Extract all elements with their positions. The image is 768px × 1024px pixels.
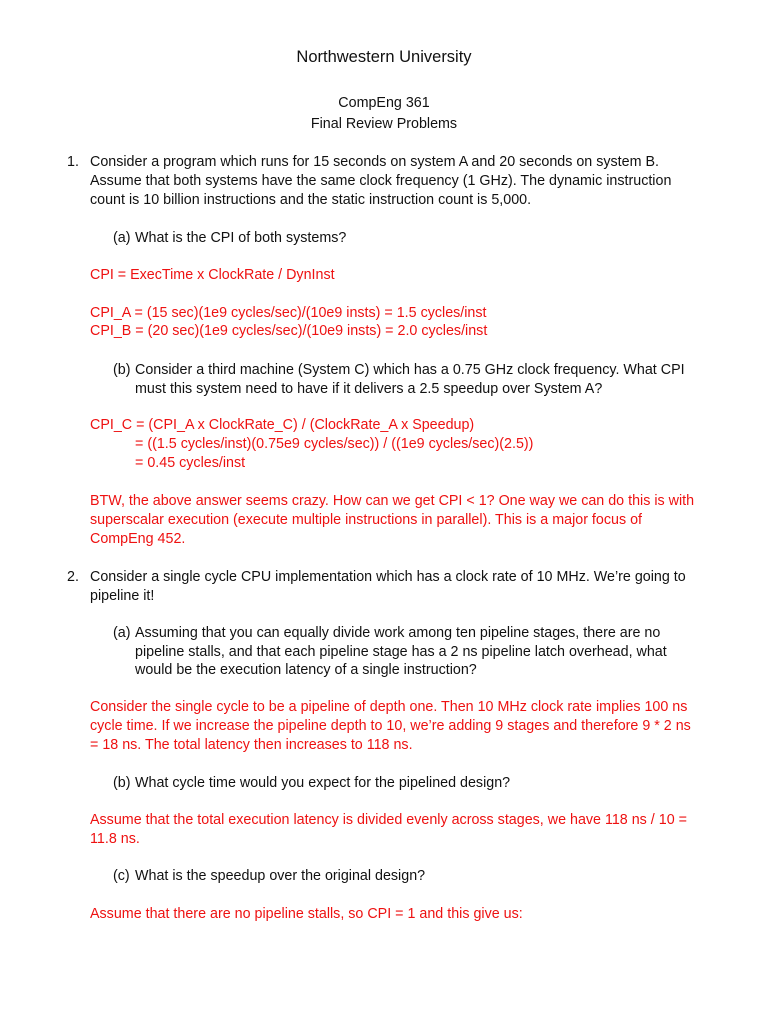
q1a-text: What is the CPI of both systems? [135, 230, 347, 246]
q2b-answer-line: 11.8 ns. [90, 831, 140, 847]
q2a-text-line: pipeline stalls, and that each pipeline stage has a 2 ns pipeline latch overhead, what [135, 644, 667, 660]
q1b-answer-line: CPI_C = (CPI_A x ClockRate_C) / (ClockRate_A x Speedup) [90, 417, 475, 433]
q1b-note-line: superscalar execution (execute multiple instructions in parallel). This is a major focus of [90, 512, 643, 528]
q1a-label: (a) [113, 230, 131, 246]
document-subtitle: Final Review Problems [310, 116, 458, 132]
q1b-text-line: must this system need to have if it delivers a 2.5 speedup over System A? [135, 381, 603, 397]
q2-text-line: Consider a single cycle CPU implementation which has a clock rate of 10 MHz. We’re going to [90, 569, 686, 585]
q2a-label: (a) [113, 625, 131, 641]
q2a-answer-line: Consider the single cycle to be a pipeline of depth one. Then 10 MHz clock rate implies 100 ns [90, 699, 688, 715]
q1b-answer-line: = 0.45 cycles/inst [135, 455, 246, 471]
q2a-text-line: Assuming that you can equally divide work among ten pipeline stages, there are no [135, 625, 661, 641]
q2c-label: (c) [113, 868, 130, 884]
q1-text-line: count is 10 billion instructions and the static instruction count is 5,000. [90, 192, 532, 208]
course-title: CompEng 361 [338, 95, 430, 111]
q2a-text-line: would be the execution latency of a single instruction? [135, 662, 477, 678]
q1b-text-line: Consider a third machine (System C) which has a 0.75 GHz clock frequency. What CPI [135, 362, 685, 378]
q2b-answer-line: Assume that the total execution latency is divided evenly across stages, we have 118 ns / 10 = [90, 812, 687, 828]
q1b-note-line: CompEng 452. [90, 531, 186, 547]
q1a-answer-line: CPI_A = (15 sec)(1e9 cycles/sec)/(10e9 insts) = 1.5 cycles/inst [90, 305, 487, 321]
university-title: Northwestern University [296, 48, 472, 66]
q2c-answer-line: Assume that there are no pipeline stalls, so CPI = 1 and this give us: [90, 906, 523, 922]
q2-text-line: pipeline it! [90, 588, 155, 604]
q1b-label: (b) [113, 362, 131, 378]
q2b-label: (b) [113, 775, 131, 791]
q2a-answer-line: = 18 ns. The total latency then increases to 118 ns. [90, 737, 413, 753]
q1b-answer-line: = ((1.5 cycles/inst)(0.75e9 cycles/sec)) / ((1e9 cycles/sec)(2.5)) [135, 436, 534, 452]
q2c-text: What is the speedup over the original design? [135, 868, 426, 884]
q2b-text: What cycle time would you expect for the pipelined design? [135, 775, 511, 791]
q1a-answer-formula: CPI = ExecTime x ClockRate / DynInst [90, 267, 335, 283]
q1-text-line: Consider a program which runs for 15 seconds on system A and 20 seconds on system B. [90, 154, 659, 170]
q1-number: 1. [67, 154, 79, 170]
q2-number: 2. [67, 569, 79, 585]
q1-text-line: Assume that both systems have the same clock frequency (1 GHz). The dynamic instruction [90, 173, 672, 189]
q1a-answer-line: CPI_B = (20 sec)(1e9 cycles/sec)/(10e9 insts) = 2.0 cycles/inst [90, 323, 488, 339]
q1b-note-line: BTW, the above answer seems crazy. How can we get CPI < 1? One way we can do this is with [90, 493, 695, 509]
q2a-answer-line: cycle time. If we increase the pipeline depth to 10, we’re adding 9 stages and therefore 9 * 2 ns [90, 718, 691, 734]
